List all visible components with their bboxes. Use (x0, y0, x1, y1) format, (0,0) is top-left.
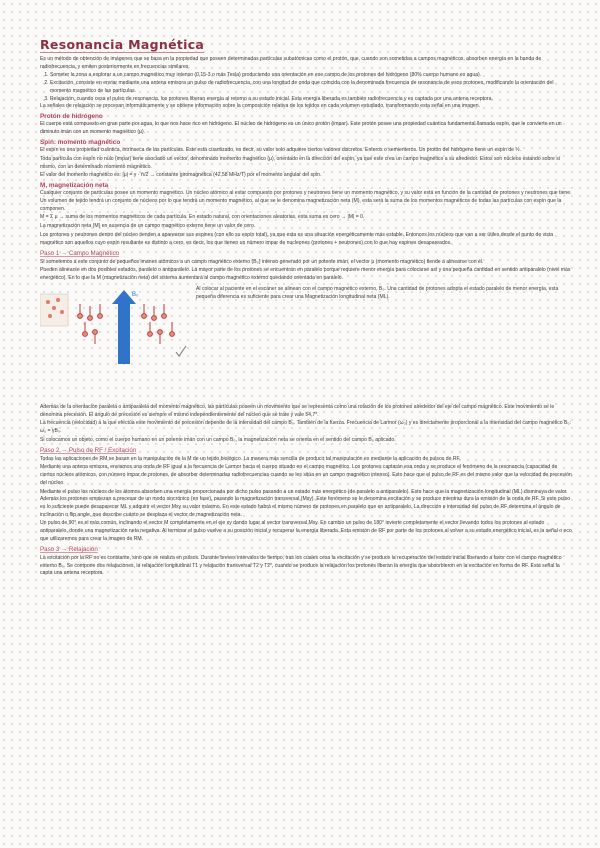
magnetization-paragraph-1: Cualquier conjunto de partículas posee un momento magnético. Un núcleo atómico al estar compuesto por protones y neutrones tiene un momento magnético, y su valor está en función de la cantidad de protones y neutrones que tiene. Un volumen de tejido tendrá un conjunto de núcleos por lo que tendrá un momento magnético, al que se le denomina magnetización neta (M), esta será la suma de los momentos magnéticos de todas las partículas con espín que la componen. (40, 190, 572, 212)
aligned-spins-right (142, 304, 175, 344)
step-item: 1. Someter la zona a explorar a un campo magnético muy intenso (0,15-3 o más Tesla) produciendo una orientación en ese campo de los protones del hidrógeno (80% cuerpo humano es agua). (50, 72, 572, 80)
intro-paragraph-2: La señales de relajación se procesan informáticamente y se obtiene información sobre la composición relativa de los tejidos en cada volumen estudiado, transformando esta señal en una imagen. (40, 103, 481, 110)
step3-paragraph-1: La excitación por la RF no es constante, sino que se realiza en pulsos. Durante breves intervalos de tiempo, tras los cuales cesa la excitación y se produce la recuperación del estado inicial liberando a favor con el campo magnético externo B₀. Se compone dos relajaciones, la relajación longitudinal T1 y relajación transversal T2 y T2*, cuando se produce la relajación los protones liberan la energía que absorbieron en la excitación en forma de RF. Esta señal la capta una antena receptora. (40, 554, 562, 577)
magnetization-paragraph-3: La magnetización neta (M) en ausencia de un campo magnético externo tiene un valor de cero. (40, 223, 256, 230)
step2-paragraph-1: Todas las aplicaciones de RM se basan en la manipulación de la M de un tejido biológico. La manera más sencilla de producir tal manipulación es mediante la aplicación de pulsos de RF. (40, 455, 461, 462)
heading-step-1: Paso 1 → Campo Magnético (40, 250, 120, 258)
steps-list (40, 72, 572, 103)
step1-paragraph-3: Además de la orientación paralela o antiparalela del momento magnético, las partículas poseen un movimiento que se representa como una rotación de los protones alrededor del eje del campo magnético. Este movimiento se le denomina precesión. El ángulo de precesión es siempre el mismo independientemente del núcleo que se trate y vale 54,7°. (40, 403, 555, 418)
spin-alignment-figure (40, 286, 190, 368)
magnetization-paragraph-2: M = Σ μ → suma de los momentos magnéticos de cada partícula. En estado natural, con orientaciones aleatorias, esta suma es cero → |M| = 0. (40, 214, 365, 221)
aligned-spins-left (78, 304, 103, 344)
spin-paragraph-3: El valor del momento magnético es: |μ| = γ · ℏ/2 → constante giromagnética (42,58 MHz/T) por el momento angular del spin. (40, 172, 322, 179)
step2-paragraph-4: Un pulso de 90° es el más común, inclinando el vector M completamente en el eje xy dando lugar al vector transversal Mxy. En cambio un pulso de 180° invierte completamente el vector llevando todos los protones al estado antiparalelo, donde una magnetización neta negativa. Al terminar el pulso vuelve a su posición inicial y recuperar la energía liberada. Esta emisión de RF por parte de los protones al volver a su estado energético inicial, es la señal o eco que utilizaremos para crear la imagen de RM. (40, 520, 572, 542)
heading-step-2: Paso 2 → Pulso de RF / Excitación (40, 447, 137, 455)
step1-paragraph-2: Pueden alinearse en dos posibles estados, paralelo o antiparalelo. La mayor parte de los protones se encuentran en paralelo porque requiere menor energía para colocarse así y una pequeña cantidad en sentido antiparalelo (nivel más energético). En lo que la M (magnetización neta) del sistema aumentará al campo magnético externo quedando orientada en paralelo. (40, 267, 571, 282)
heading-magnetization: M, magnetización neta (40, 181, 109, 189)
magnetic-field-arrow (112, 290, 139, 364)
spin-alignment-illustration (40, 286, 190, 368)
magnetization-paragraph-4: Los protones y neutrones dentro del núcleo tienden a aparearse sus espines (con ello su espín total), ya que esta es una situación energéticamente más estable. Entonces los núcleos que van a ser útiles desde el punto de vista magnético son aquellos cuyo espín resultante es distinto a cero, es decir, los que tienen un número impar de nucleones (protones + neutrones) con lo que hay espines desapareados. (40, 231, 554, 246)
step1-paragraph-5: Si colocamos un objeto, como el cuerpo humano en un potente imán con un campo B₀, la magnetización neta se orienta en el sentido del campo B₀ aplicado. (40, 436, 396, 443)
page-title: Resonancia Magnética (40, 37, 205, 52)
heading-step-3: Paso 3 → Relajación (40, 546, 98, 554)
step2-paragraph-2: Mediante una antena emisora, enviamos una onda de RF igual a la frecuencia de Larmor hacia el cuerpo situado en el campo magnético. Los protones captarán esa onda y se produce el fenómeno de la resonancia (capacidad de ciertos núcleos atómicos, con número impar de protones, de absorber determinadas radiofrecuencias cuando se les sitúa en un campo magnético intenso). Esto hace que el pulso de RF es del mismo valor que la velocidad de precesión del núcleo. (40, 464, 572, 486)
spin-paragraph-2: Toda partícula con espín no nulo (impar) tiene asociado un vector, denominado momento magnético (μ), orientado en la dirección del espín, ya que este crea un campo magnético a su alrededor. Estos son núcleos estando sobre sí mismo, con un determinado momento magnético. (40, 155, 561, 170)
figure-note: Al colocar al paciente en el escáner se alinean con el campo magnético externo, B₀. Una cantidad de protones adopta el estado paralelo de menor energía, esta pequeña diferencia es suficiente para crear una Magnetización longitudinal neta (ML). (196, 285, 559, 300)
intro-paragraph: Es un método de obtención de imágenes que se basa en la propiedad que poseen determinadas partículas subatómicas como el protón, que, cuando son sometidas a campos magnéticos, absorben energía en la banda de radiofrecuencia, y emiten posteriormente en frecuencias similares. (40, 56, 542, 70)
heading-proton: Protón de hidrógeno (40, 112, 103, 120)
step-item: 2. Excitación, consiste en enviar mediante una antena emisora un pulso de radiofrecuencia, con una longitud de onda que coincida con la denominada frecuencia de resonancia de esos protones, modificando la orientación del momento magnético de las partículas. (50, 80, 572, 95)
step2-paragraph-3: Mediante el pulso los núcleos de los átomos absorben una energía proporcionada por dicho pulso pasando a un estado más energético (de paralelo a antiparalelo). Esto hace que la magnetización longitudinal (ML) disminuya de valor. Además los protones empiezan a precesar de un modo sincrónico (en fase), pasando la magnetización transversal (Mxy). Este fenómeno se le denomina excitación y se produce mientras dura la emisión de la onda de RF. Si este pulso es lo suficiente puede desaparecer ML y adquirir el vector Mxy su valor máximo. En este estado habrá el mismo número de protones en paralelo que en antiparalelo. La dirección e intensidad del pulso de RF determina el ángulo de inclinación o flip angle, que describe cuánto se desplaza el vector de magnetización neta. (40, 488, 571, 518)
proton-paragraph: El cuerpo está compuesto en gran parte por agua, lo que nos hace rico en hidrógeno. El núcleo de hidrógeno es un único protón (impar). Este protón posee una propiedad cuántica fundamental llamada espín, que le convierte en un diminuto imán con un momento magnético (μ). (40, 121, 562, 136)
step1-paragraph-4: La frecuencia (velocidad) a la que efectúa este movimiento de precesión depende de la intensidad del campo B₀. También de la fuerza. Frecuencia de Larmor (ω₀) y es directamente proporcional a la intensidad del campo magnético B₀: ω₀ = γB₀. (40, 420, 571, 434)
step1-paragraph-1: Si sometemos a este conjunto de pequeños imanes atómicos a un campo magnético externo (B₀) intenso generado por un potente imán, el vector μ (momento magnético) tiende a alinearse con él. (40, 258, 484, 265)
step-item: 3. Relajación, cuando cesa el pulso de resonancia, los protones liberan energía al retorno a su estado inicial. Esta energía liberada es también radiofrecuencia y es captada por una antena receptora. (50, 96, 572, 104)
spin-paragraph-1: El espín es una propiedad cuántica, intrínseca de las partículas. Este está cuantizado, es decir, su valor solo adquiere ciertos valores discretos. Enteros o semienteros. Un protón del hidrógeno tiene un espín de ½. (40, 147, 522, 154)
heading-spin: Spin: momento magnético (40, 138, 121, 146)
spacer (40, 374, 572, 404)
figure-row (40, 286, 572, 368)
bo-label: B₀ (132, 291, 139, 298)
checkmark-icon (176, 346, 186, 356)
